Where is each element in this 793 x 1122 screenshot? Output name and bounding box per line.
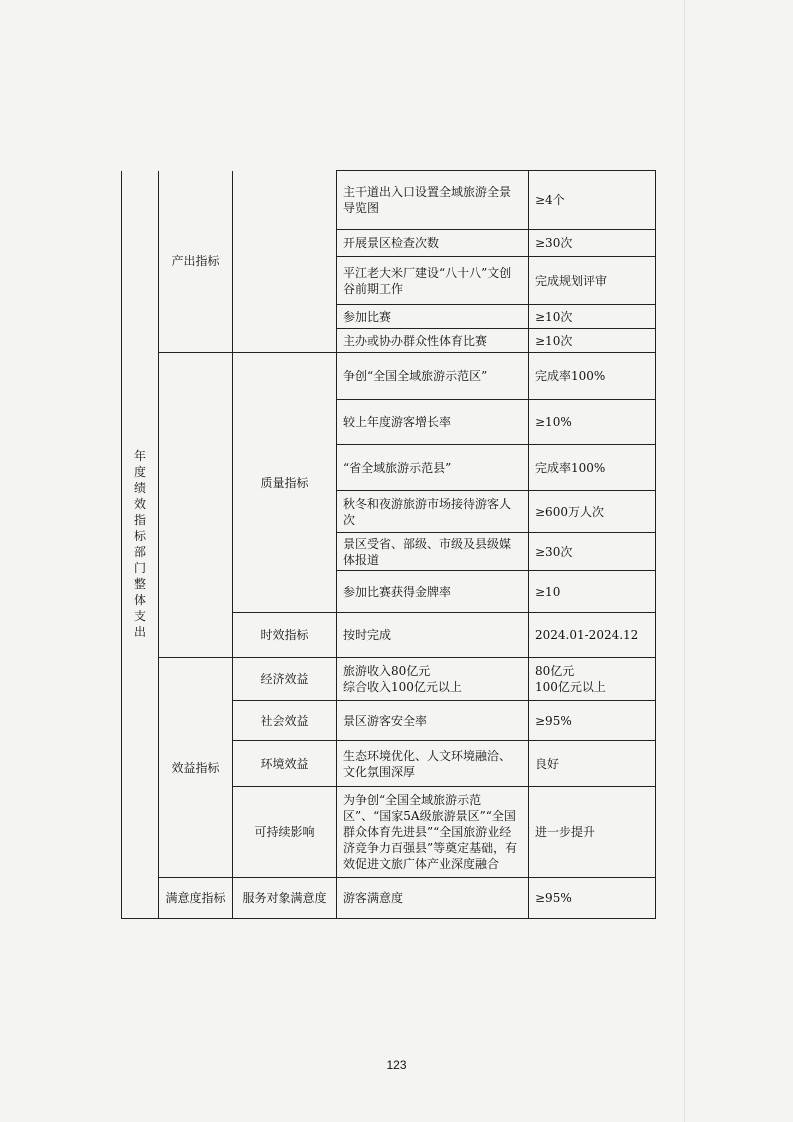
- group-benefit: 效益指标: [159, 658, 233, 878]
- indicator-cell: 生态环境优化、人文环境融洽、文化氛围深厚: [337, 741, 529, 787]
- value-cell: ≥95%: [529, 878, 656, 919]
- indicator-cell: 参加比赛获得金牌率: [337, 571, 529, 613]
- value-cell: ≥10次: [529, 305, 656, 329]
- indicator-cell: 争创“全国全域旅游示范区”: [337, 353, 529, 400]
- indicator-cell: 主办或协办群众性体育比赛: [337, 329, 529, 353]
- value-cell: 完成规划评审: [529, 257, 656, 305]
- value-cell: 良好: [529, 741, 656, 787]
- performance-indicator-table: [121, 170, 656, 919]
- page-number: 123: [386, 1058, 407, 1072]
- indicator-cell: 开展景区检查次数: [337, 230, 529, 257]
- value-cell: 完成率100%: [529, 445, 656, 491]
- indicator-cell: 按时完成: [337, 613, 529, 658]
- value-cell: ≥30次: [529, 230, 656, 257]
- indicator-cell: 景区游客安全率: [337, 701, 529, 741]
- group-output-continued: [159, 353, 233, 658]
- subgroup-sustainable: 可持续影响: [233, 787, 337, 878]
- group-output: 产出指标: [159, 171, 233, 353]
- indicator-cell: “省全域旅游示范县”: [337, 445, 529, 491]
- indicator-cell: 秋冬和夜游旅游市场接待游客人次: [337, 491, 529, 533]
- side-label: 年度绩效指标部门整体支出: [122, 171, 159, 919]
- subgroup-economic: 经济效益: [233, 658, 337, 701]
- group-satisfaction: 满意度指标: [159, 878, 233, 919]
- subgroup-social: 社会效益: [233, 701, 337, 741]
- value-cell: 完成率100%: [529, 353, 656, 400]
- value-cell: ≥10%: [529, 400, 656, 445]
- subgroup-environment: 环境效益: [233, 741, 337, 787]
- indicator-cell: 较上年度游客增长率: [337, 400, 529, 445]
- value-cell: ≥30次: [529, 533, 656, 571]
- value-cell: 2024.01-2024.12: [529, 613, 656, 658]
- value-cell: ≥600万人次: [529, 491, 656, 533]
- scan-edge: [684, 0, 685, 1122]
- indicator-cell: 主干道出入口设置全域旅游全景导览图: [337, 171, 529, 230]
- indicator-cell: 平江老大米厂建设“八十八”文创谷前期工作: [337, 257, 529, 305]
- indicator-cell: 景区受省、部级、市级及县级媒体报道: [337, 533, 529, 571]
- value-cell: ≥4个: [529, 171, 656, 230]
- indicator-cell: 游客满意度: [337, 878, 529, 919]
- value-cell: 80亿元 100亿元以上: [529, 658, 656, 701]
- subgroup-quality: 质量指标: [233, 353, 337, 613]
- value-cell: 进一步提升: [529, 787, 656, 878]
- value-cell: ≥10: [529, 571, 656, 613]
- indicator-cell: 为争创“全国全域旅游示范区”、“国家5A级旅游景区”“全国群众体育先进县”“全国旅游业经济竞争力百强县”等奠定基础，有效促进文旅广体产业深度融合: [337, 787, 529, 878]
- subgroup-service: 服务对象满意度: [233, 878, 337, 919]
- subgroup-timeliness: 时效指标: [233, 613, 337, 658]
- value-cell: ≥95%: [529, 701, 656, 741]
- indicator-cell: 旅游收入80亿元 综合收入100亿元以上: [337, 658, 529, 701]
- indicator-cell: 参加比赛: [337, 305, 529, 329]
- value-cell: ≥10次: [529, 329, 656, 353]
- subgroup-output-blank: [233, 171, 337, 353]
